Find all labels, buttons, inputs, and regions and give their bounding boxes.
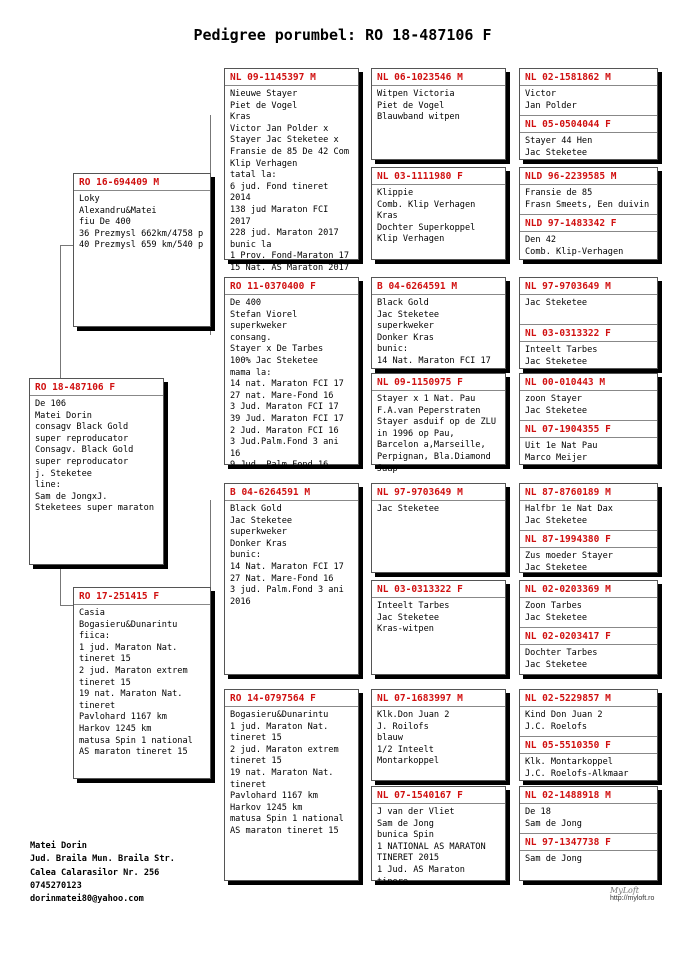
ancestor-ring: NL 97-9703649 M (520, 278, 657, 295)
sire-ring: RO 16-694409 M (74, 174, 210, 191)
subject-card (29, 378, 164, 565)
ancestor-details: Den 42 Comb. Klip-Verhagen (525, 235, 624, 257)
connector-line (60, 565, 74, 606)
ancestor-ring: NL 03-0313322 F (520, 324, 657, 342)
grandparent-details: De 400 Stefan Viorel superkweker consang. Stayer x De Tarbes 100% Jac Steketee mama la: 14 nat. Maraton FCI 17 27 nat. Mare-Fond 16 3 Jud. Maraton FCI 17 39 Jud. Maraton FCI 17 2 Jud. Maraton FCI 16 3 Jud.Palm.Fond 3 ani 16 9 Jud. Palm.Fond 16 (230, 298, 344, 471)
ancestor-details: Kind Don Juan 2 J.C. Roelofs (525, 710, 603, 732)
ancestor-ring: NL 05-5510350 F (520, 736, 657, 754)
ancestor-card (519, 483, 658, 573)
great-grandparent-ring: NL 07-1683997 M (372, 690, 505, 707)
ancestor-details: Uit 1e Nat Pau Marco Meijer (525, 441, 598, 463)
sire-card (73, 173, 211, 327)
dam-details: Casia Bogasieru&Dunarintu fiica: 1 jud. Maraton Nat. tineret 15 2 jud. Maraton extrem tineret 15 19 nat. Maraton Nat. tineret Pavlohard 1167 km Harkov 1245 km matusa Spin 1 national AS maraton tineret 15 (79, 608, 193, 758)
ancestor-card (519, 68, 658, 160)
great-grandparent-details: Klk.Don Juan 2 J. Roilofs blauw 1/2 Inteelt Montarkoppel (377, 710, 450, 767)
great-grandparent-card (371, 786, 506, 887)
grandparent-ring: B 04-6264591 M (225, 484, 358, 501)
dam-card (73, 587, 211, 779)
ancestor-ring: NL 97-1347738 F (520, 833, 657, 851)
ancestor-ring: NL 05-0504044 F (520, 115, 657, 133)
connector-line (210, 500, 225, 720)
owner-address-line1: Jud. Braila Mun. Braila Str. (30, 854, 175, 865)
ancestor-details: Sam de Jong (525, 854, 582, 865)
ancestor-details: Halfbr 1e Nat Dax Jac Steketee (525, 504, 613, 526)
ancestor-card (519, 580, 658, 675)
great-grandparent-card (371, 689, 506, 781)
owner-address-line2: Calea Calarasilor Nr. 256 (30, 867, 160, 878)
ancestor-ring: NL 02-1488918 M (520, 787, 657, 804)
great-grandparent-card (371, 68, 506, 160)
great-grandparent-card (371, 167, 506, 260)
ancestor-details: Zus moeder Stayer Jac Steketee (525, 551, 613, 573)
ancestor-ring: NL 02-5229857 M (520, 690, 657, 707)
great-grandparent-details: Witpen Victoria Piet de Vogel Blauwband witpen (377, 89, 460, 123)
grandparent-card (224, 483, 359, 675)
great-grandparent-ring: NL 03-1111980 F (372, 168, 505, 185)
connector-line (210, 115, 225, 335)
site-signature (610, 886, 654, 902)
great-grandparent-card (371, 483, 506, 573)
grandparent-card (224, 277, 359, 471)
ancestor-ring: NLD 96-2239585 M (520, 168, 657, 185)
great-grandparent-details: Stayer x 1 Nat. Pau F.A.van Peperstraten Stayer asduif op de ZLU in 1996 op Pau, Barcelon a,Marseille, Perpignan, Bla.Diamond Jaap (377, 394, 496, 474)
grandparent-card (224, 689, 359, 881)
dam-ring: RO 17-251415 F (74, 588, 210, 605)
great-grandparent-details: Klippie Comb. Klip Verhagen Kras Dochter Superkoppel Klip Verhagen (377, 188, 476, 245)
great-grandparent-card (371, 373, 506, 474)
signature-mark: MyLoft (610, 886, 640, 895)
grandparent-ring: NL 09-1145397 M (225, 69, 358, 86)
ancestor-ring: NL 87-8760189 M (520, 484, 657, 501)
ancestor-details: Inteelt Tarbes Jac Steketee (525, 345, 598, 367)
grandparent-card (224, 68, 359, 273)
owner-email[interactable]: dorinmatei80@yahoo.com (30, 894, 144, 905)
ancestor-details: Dochter Tarbes Jac Steketee (525, 648, 598, 670)
connector-line (60, 245, 74, 381)
page-title: Pedigree porumbel: RO 18-487106 F (193, 26, 492, 44)
owner-phone: 0745270123 (30, 880, 82, 891)
great-grandparent-ring: NL 06-1023546 M (372, 69, 505, 86)
ancestor-ring: NLD 97-1483342 F (520, 214, 657, 232)
subject-details: De 106 Matei Dorin consagv Black Gold super reproducator Consagv. Black Gold super reproducator j. Steketee line: Sam de JongxJ. Steketees super maraton (35, 399, 154, 514)
owner-name: Matei Dorin (30, 841, 87, 851)
great-grandparent-ring: NL 03-0313322 F (372, 581, 505, 598)
ancestor-card (519, 689, 658, 781)
ancestor-ring: NL 07-1904355 F (520, 420, 657, 438)
great-grandparent-details: J van der Vliet Sam de Jong bunica Spin 1 NATIONAL AS MARATON TINERET 2015 1 Jud. AS Maraton tinere (377, 807, 486, 887)
sire-details: Loky Alexandru&Matei fiu De 400 36 Prezmysl 662km/4758 p 40 Prezmysl 659 km/540 p (79, 194, 204, 251)
ancestor-details: Jac Steketee (525, 298, 588, 308)
ancestor-details: Fransie de 85 Frasn Smeets, Een duivin (525, 188, 650, 210)
site-link[interactable]: http://myloft.ro (610, 895, 655, 902)
grandparent-details: Bogasieru&Dunarintu 1 jud. Maraton Nat. tineret 15 2 jud. Maraton extrem tineret 15 19 nat. Maraton Nat. tineret Pavlohard 1167 km Harkov 1245 km matusa Spin 1 national AS maraton tineret 15 (230, 710, 344, 836)
ancestor-details: Stayer 44 Hen Jac Steketee (525, 136, 593, 158)
ancestor-card (519, 167, 658, 260)
great-grandparent-ring: NL 09-1150975 F (372, 374, 505, 391)
great-grandparent-card (371, 277, 506, 369)
ancestor-details: Zoon Tarbes Jac Steketee (525, 601, 588, 623)
grandparent-details: Black Gold Jac Steketee superkweker Donker Kras bunic: 14 Nat. Maraton FCI 17 27 Nat. Mare-Fond 16 3 jud. Palm.Fond 3 ani 2016 (230, 504, 344, 607)
ancestor-details: zoon Stayer Jac Steketee (525, 394, 588, 416)
great-grandparent-ring: B 04-6264591 M (372, 278, 505, 295)
ancestor-details: Victor Jan Polder (525, 89, 577, 111)
ancestor-ring: NL 02-0203369 M (520, 581, 657, 598)
great-grandparent-card (371, 580, 506, 675)
ancestor-ring: NL 00-010443 M (520, 374, 657, 391)
ancestor-ring: NL 87-1994380 F (520, 530, 657, 548)
great-grandparent-details: Jac Steketee (377, 504, 440, 514)
ancestor-ring: NL 02-0203417 F (520, 627, 657, 645)
ancestor-ring: NL 02-1581862 M (520, 69, 657, 86)
grandparent-details: Nieuwe Stayer Piet de Vogel Kras Victor Jan Polder x Stayer Jac Steketee x Fransie de 85 De 42 Com Klip Verhagen tatal la: 6 jud. Fond tineret 2014 138 jud Maraton FCI 2017 228 jud. Maraton 2017 bunic la 1 Prov. Fond-Maraton 17 15 Nat. AS Maraton 2017 (230, 89, 349, 273)
ancestor-details: De 18 Sam de Jong (525, 807, 582, 829)
grandparent-ring: RO 14-0797564 F (225, 690, 358, 707)
ancestor-card (519, 373, 658, 465)
great-grandparent-ring: NL 97-9703649 M (372, 484, 505, 501)
ancestor-card (519, 786, 658, 881)
ancestor-details: Klk. Montarkoppel J.C. Roelofs-Alkmaar (525, 757, 629, 779)
subject-ring: RO 18-487106 F (30, 379, 163, 396)
grandparent-ring: RO 11-0370400 F (225, 278, 358, 295)
great-grandparent-ring: NL 07-1540167 F (372, 787, 505, 804)
great-grandparent-details: Black Gold Jac Steketee superkweker Donker Kras bunic: 14 Nat. Maraton FCI 17 (377, 298, 491, 366)
ancestor-card (519, 277, 658, 369)
great-grandparent-details: Inteelt Tarbes Jac Steketee Kras-witpen (377, 601, 450, 635)
owner-contact (30, 840, 175, 906)
